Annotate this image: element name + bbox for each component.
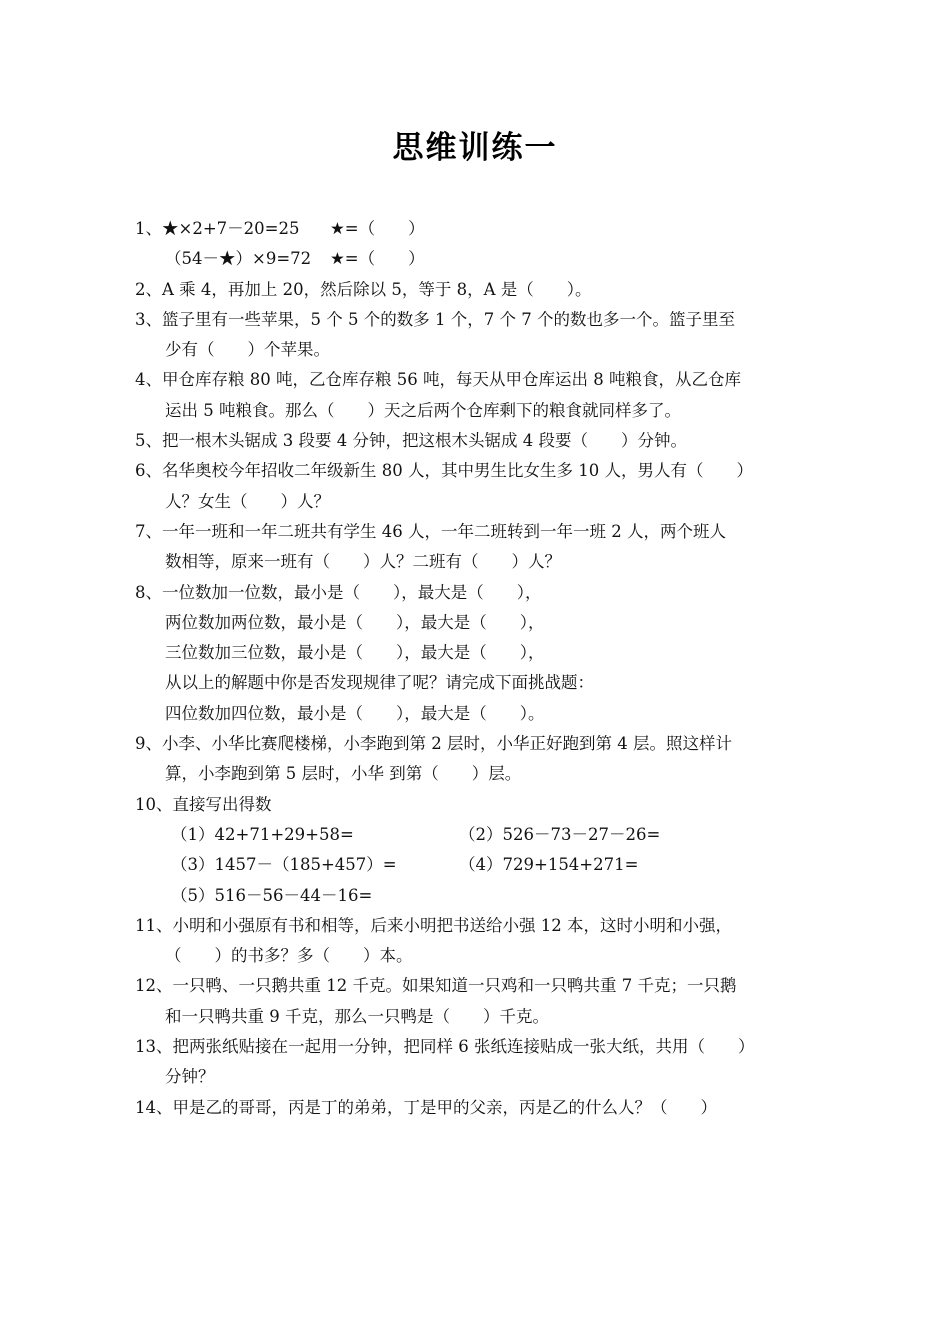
calc-item-5: （5）516－56－44－16= — [171, 885, 373, 905]
question-8-line-4: 从以上的解题中你是否发现规律了呢？请完成下面挑战题： — [165, 673, 594, 693]
question-list — [135, 214, 820, 1123]
question-3-line-1: 3、篮子里有一些苹果，5 个 5 个的数多 1 个，7 个 7 个的数也多一个。篮子里至 — [135, 309, 735, 329]
question-13-line-1: 13、把两张纸贴接在一起用一分钟，把同样 6 张纸连接贴成一张大纸，共用（ ） — [135, 1037, 755, 1057]
question-7-line-1: 7、一年一班和一年二班共有学生 46 人，一年二班转到一年一班 2 人，两个班人 — [135, 521, 726, 541]
question-13-line-2: 分钟？ — [165, 1067, 215, 1087]
question-9-line-1: 9、小李、小华比赛爬楼梯，小李跑到第 2 层时，小华正好跑到第 4 层。照这样计 — [135, 734, 732, 754]
question-10-row-2 — [135, 850, 820, 880]
question-10-row-1 — [135, 820, 820, 850]
question-6-line-1: 6、名华奥校今年招收二年级新生 80 人，其中男生比女生多 10 人，男人有（ ） — [135, 461, 753, 481]
question-1-line-1: 1、★×2+7－20=25 ★=（ ） — [135, 219, 425, 238]
question-2: 2、A 乘 4，再加上 20，然后除以 5，等于 8，A 是（ ）。 — [135, 279, 592, 299]
question-8-line-1: 8、一位数加一位数，最小是（ ），最大是（ ）， — [135, 582, 542, 602]
question-12-line-1: 12、一只鸭、一只鹅共重 12 千克。如果知道一只鸡和一只鸭共重 7 千克；一只鹅 — [135, 976, 737, 996]
question-14: 14、甲是乙的哥哥，丙是丁的弟弟，丁是甲的父亲，丙是乙的什么人？（ ） — [135, 1097, 717, 1117]
question-10-row-3 — [135, 881, 820, 911]
calc-item-1: （1）42+71+29+58= — [171, 824, 354, 844]
question-12-line-2: 和一只鸭共重 9 千克，那么一只鸭是（ ）千克。 — [165, 1006, 549, 1026]
question-4-line-2: 运出 5 吨粮食。那么（ ）天之后两个仓库剩下的粮食就同样多了。 — [165, 400, 681, 420]
question-5: 5、把一根木头锯成 3 段要 4 分钟，把这根木头锯成 4 段要（ ）分钟。 — [135, 431, 687, 451]
calc-item-2: （2）526－73－27－26= — [459, 824, 661, 844]
question-1-line-2: （54－★）×9=72 ★=（ ） — [165, 249, 425, 269]
question-7-line-2: 数相等，原来一班有（ ）人？二班有（ ）人？ — [165, 552, 561, 572]
page-title: 思维训练一 — [392, 130, 558, 166]
question-11-line-2: （ ）的书多？多（ ）本。 — [165, 946, 413, 966]
question-8-line-3: 三位数加三位数，最小是（ ），最大是（ ）， — [165, 643, 545, 663]
question-8-line-2: 两位数加两位数，最小是（ ），最大是（ ）， — [165, 612, 545, 632]
question-6-line-2: 人？女生（ ）人？ — [165, 491, 330, 511]
calc-item-3: （3）1457－（185+457）= — [171, 855, 397, 875]
calc-item-4: （4）729+154+271= — [459, 855, 639, 875]
question-9-line-2: 算，小李跑到第 5 层时，小华 到第（ ）层。 — [165, 764, 522, 784]
question-10-header: 10、直接写出得数 — [135, 794, 272, 814]
question-3-line-2: 少有（ ）个苹果。 — [165, 340, 330, 360]
question-4-line-1: 4、甲仓库存粮 80 吨，乙仓库存粮 56 吨，每天从甲仓库运出 8 吨粮食，从乙仓库 — [135, 370, 741, 390]
question-11-line-1: 11、小明和小强原有书和相等，后来小明把书送给小强 12 本，这时小明和小强， — [135, 915, 732, 935]
question-8-line-5: 四位数加四位数，最小是（ ），最大是（ ）。 — [165, 703, 545, 723]
